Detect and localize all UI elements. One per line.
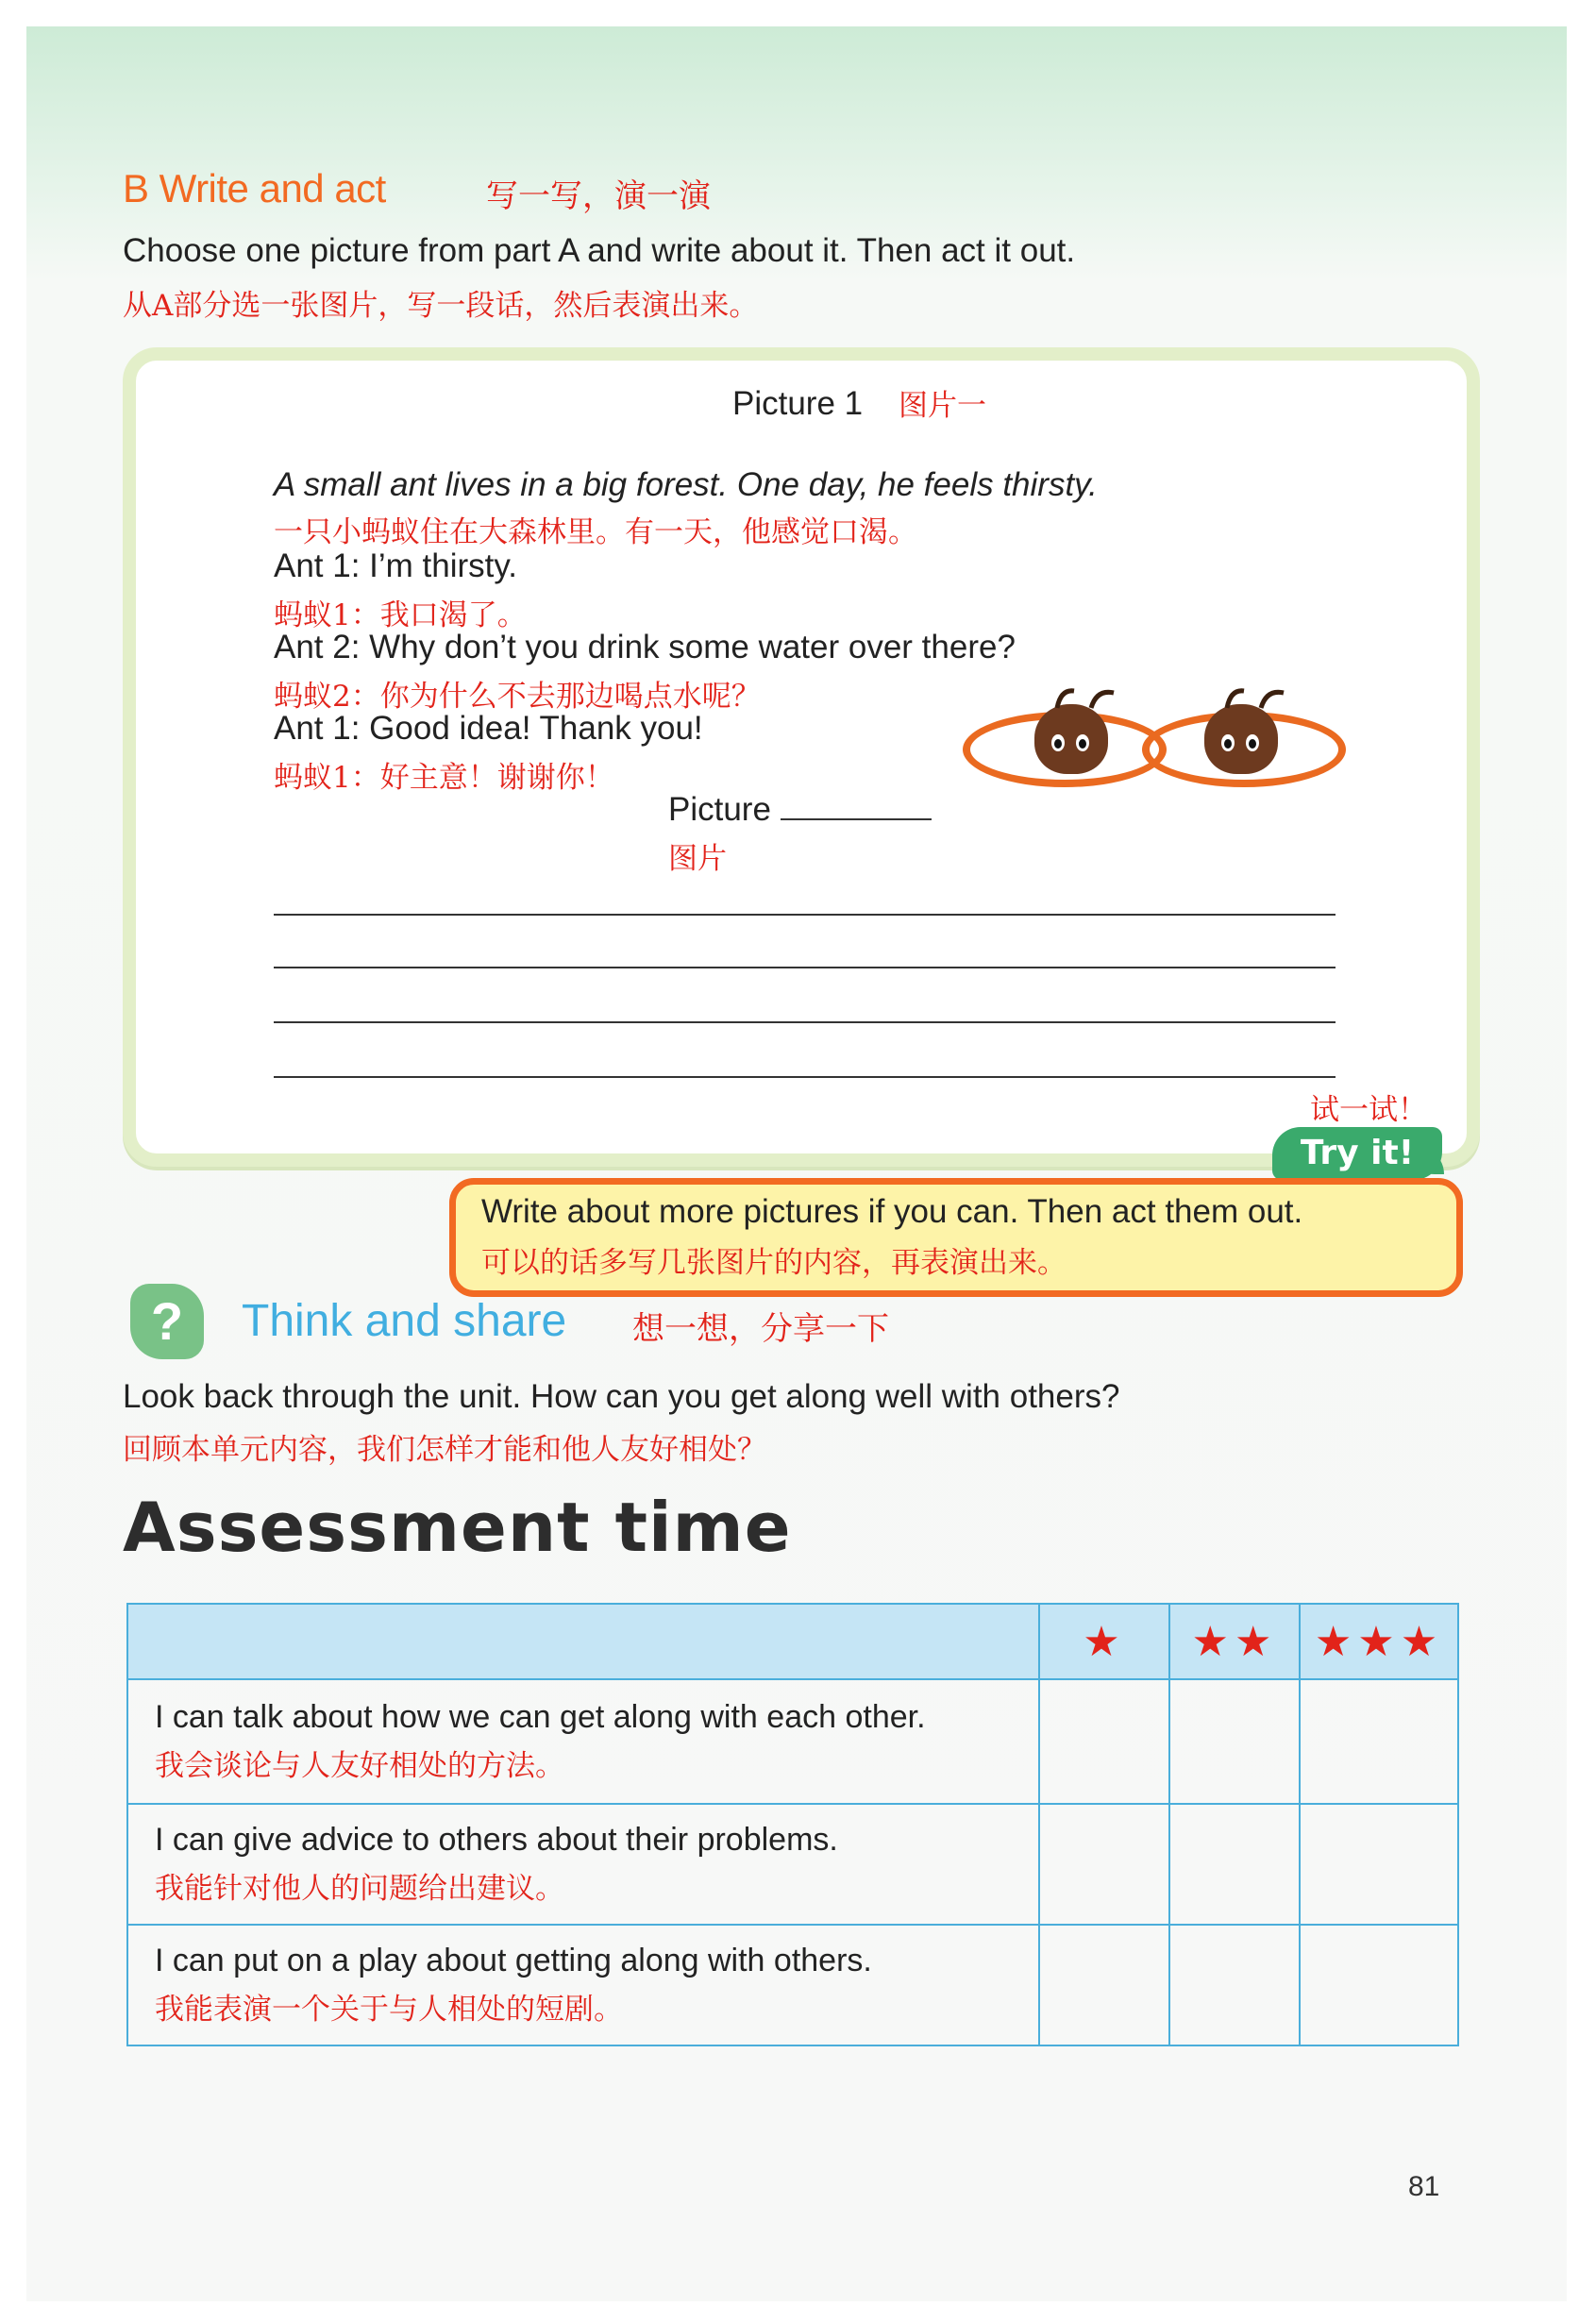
section-b-instruction: Choose one picture from part A and write about it. Then act it out. [123,232,1076,269]
table-row [127,1925,1458,2045]
row-2-three-star-cell[interactable] [1300,1804,1458,1925]
writing-line-1[interactable] [274,914,1336,916]
header-two-stars [1169,1604,1300,1679]
header-one-star [1039,1604,1169,1679]
row-2-statement: I can give advice to others about their problems. 我能针对他人的问题给出建议。 [127,1804,1039,1925]
dialogue-line-1: Ant 1: I’m thirsty. [274,547,518,584]
dialogue-line-1-cn: 蚂蚁1：我口渴了。 [274,598,527,632]
picture-label-cn: 图片一 [899,389,986,423]
assessment-header-blank [127,1604,1039,1679]
table-row [127,1804,1458,1925]
dialogue-line-2: Ant 2: Why don’t you drink some water over there? [274,629,1016,665]
page-number: 81 [1408,2171,1440,2202]
question-mark-icon: ? [130,1284,204,1359]
dialogue-line-2-cn: 蚂蚁2：你为什么不去那边喝点水呢？ [274,680,761,714]
row-2-one-star-cell[interactable] [1039,1804,1169,1925]
try-it-label-cn: 试一试！ [1310,1093,1427,1127]
think-share-title-cn: 想一想，分享一下 [632,1310,889,1348]
row-1-statement: I can talk about how we can get along with each other. 我会谈论与人友好相处的方法。 [127,1679,1039,1804]
try-it-badge: Try it! [1272,1127,1442,1180]
try-it-text: Write about more pictures if you can. Then act them out. [481,1193,1303,1230]
section-b-title: B Write and act [123,166,386,210]
picture-number-blank[interactable] [781,792,932,820]
table-row [127,1679,1458,1804]
writing-line-4[interactable] [274,1076,1336,1078]
think-share-text-cn: 回顾本单元内容，我们怎样才能和他人友好相处？ [123,1433,766,1467]
two-stars-icon: ★★ [1191,1618,1278,1665]
writing-line-2[interactable] [274,967,1336,968]
ants-illustration [963,685,1359,789]
story-narration: A small ant lives in a big forest. One day, he feels thirsty. [274,466,1098,503]
row-3-three-star-cell[interactable] [1300,1925,1458,2045]
one-star-icon: ★ [1083,1618,1126,1665]
assessment-table [126,1603,1459,2046]
ant-antennae [963,685,1359,723]
assessment-header-row [127,1604,1458,1679]
think-share-title: Think and share [242,1296,567,1346]
row-1-one-star-cell[interactable] [1039,1679,1169,1804]
try-it-text-cn: 可以的话多写几张图片的内容，再表演出来。 [481,1246,1067,1280]
row-2-two-star-cell[interactable] [1169,1804,1300,1925]
section-b-title-cn: 写一写，演一演 [486,177,711,215]
picture-label: Picture 1 [732,385,864,422]
section-b-instruction-cn: 从A部分选一张图片，写一段话，然后表演出来。 [123,289,759,323]
dialogue-line-3: Ant 1: Good idea! Thank you! [274,710,703,747]
blank-picture-label-cn: 图片 [668,842,727,876]
assessment-title: Assessment time [123,1488,792,1567]
row-3-one-star-cell[interactable] [1039,1925,1169,2045]
blank-picture-label: Picture [668,791,932,829]
writing-line-3[interactable] [274,1021,1336,1023]
row-1-two-star-cell[interactable] [1169,1679,1300,1804]
story-narration-cn: 一只小蚂蚁住在大森林里。有一天，他感觉口渴。 [274,515,917,549]
three-stars-icon: ★★★ [1314,1618,1444,1665]
row-3-two-star-cell[interactable] [1169,1925,1300,2045]
think-share-text: Look back through the unit. How can you get along well with others? [123,1378,1120,1415]
row-1-three-star-cell[interactable] [1300,1679,1458,1804]
dialogue-line-3-cn: 蚂蚁1：好主意！谢谢你！ [274,761,614,795]
header-three-stars [1300,1604,1458,1679]
row-3-statement: I can put on a play about getting along with others. 我能表演一个关于与人相处的短剧。 [127,1925,1039,2045]
